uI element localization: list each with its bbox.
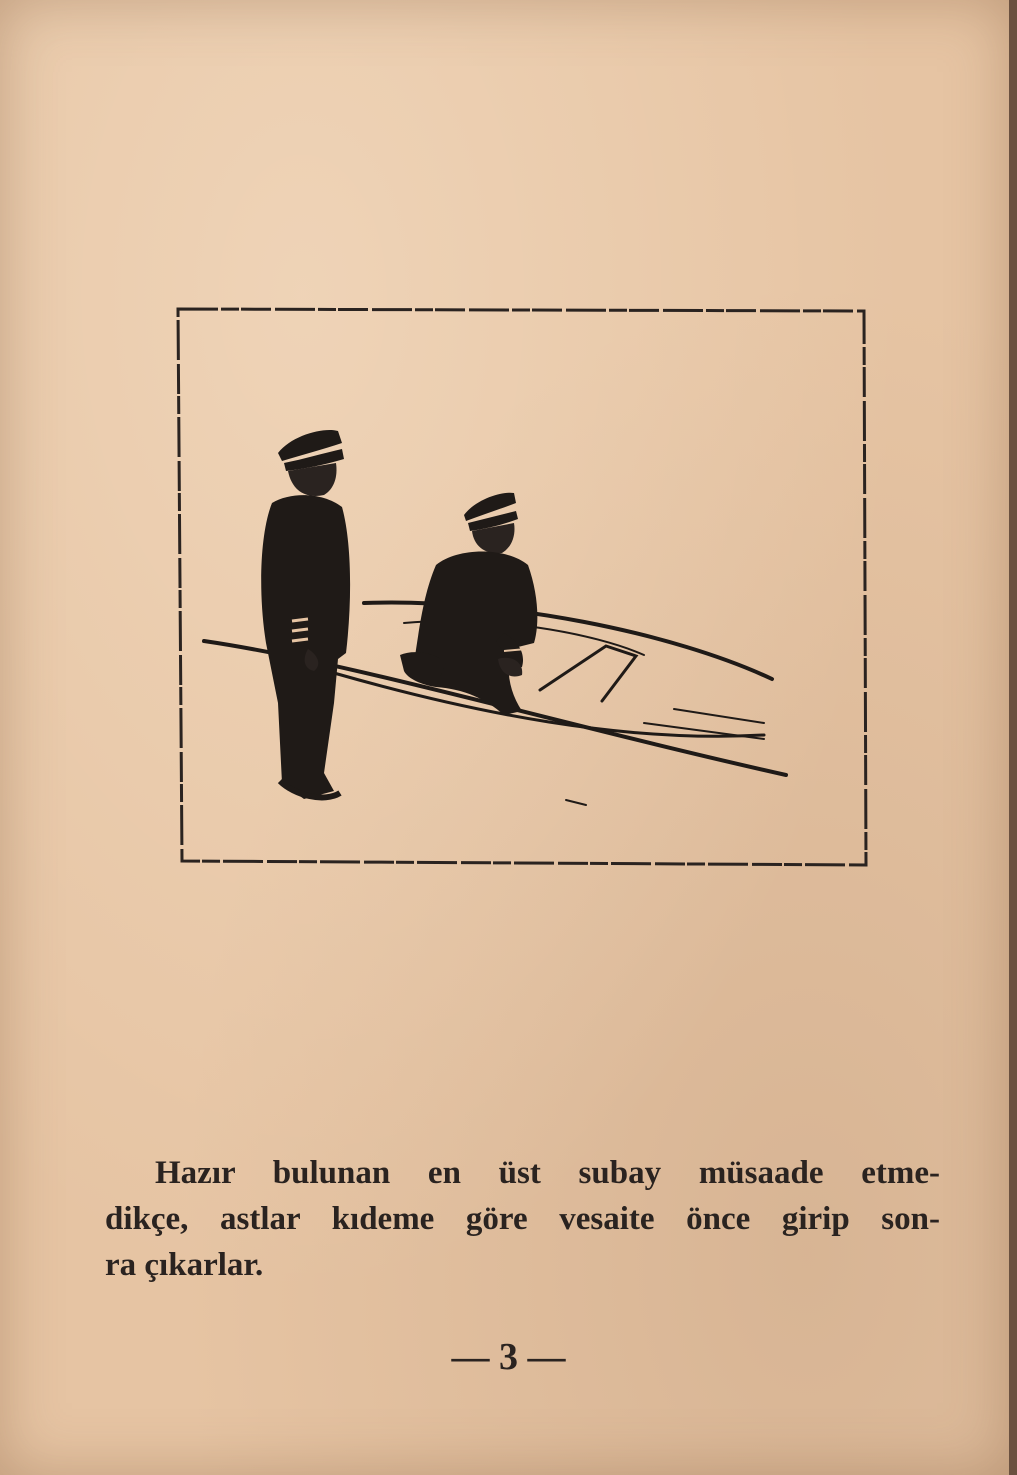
illustration-officers-boarding-boat — [174, 303, 874, 873]
illustration-drawing — [174, 303, 874, 873]
paragraph-line-2: dikçe, astlar kıdeme göre vesaite önce girip son- — [105, 1201, 940, 1237]
paragraph-line-1: Hazır bulunan en üst subay müsaade etme- — [155, 1155, 940, 1191]
page-number: — 3 — — [451, 1336, 566, 1378]
paragraph-line-3: ra çıkarlar. — [105, 1247, 264, 1283]
body-paragraph — [105, 1150, 940, 1288]
standing-officer-figure — [261, 430, 350, 799]
